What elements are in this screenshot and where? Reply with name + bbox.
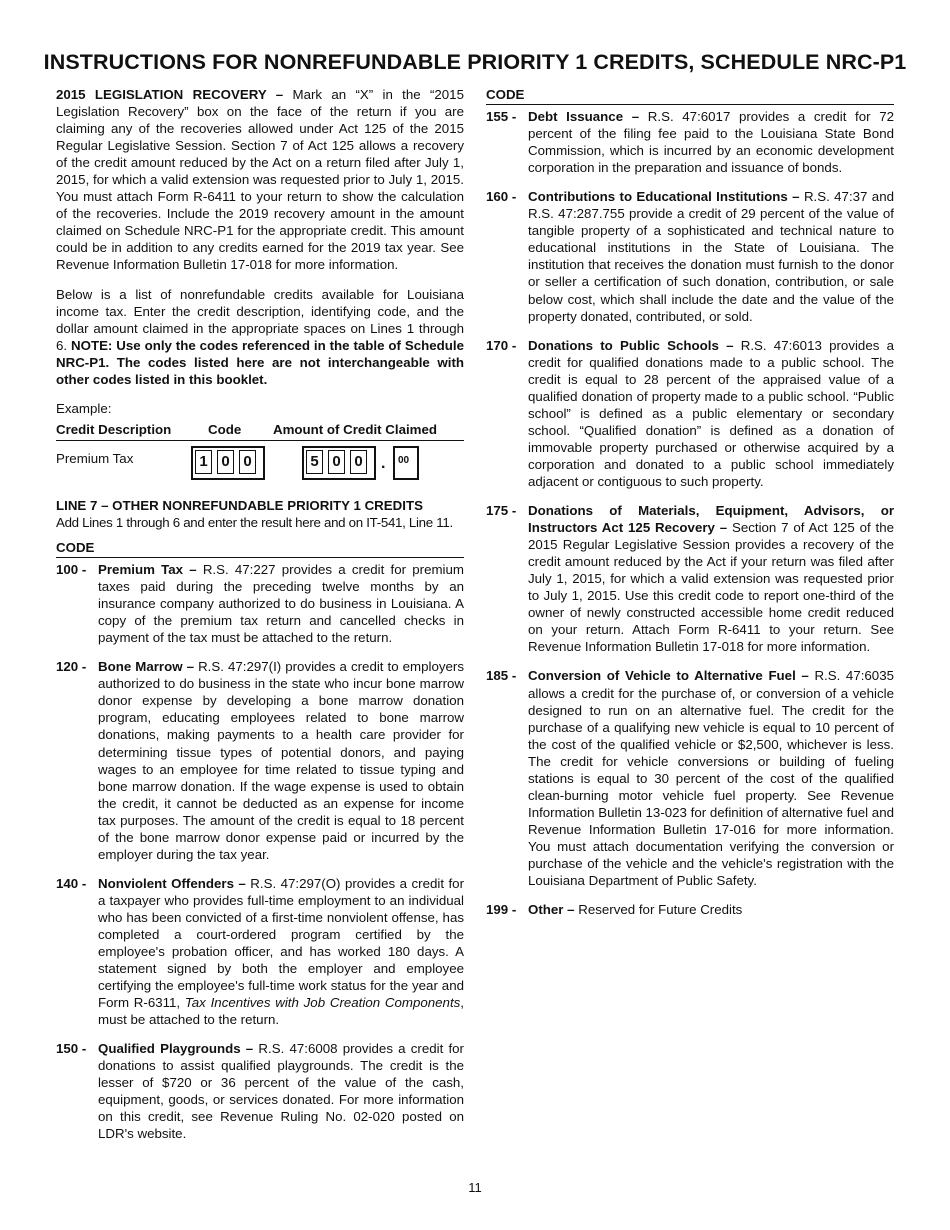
intro-note: NOTE: Use only the codes referenced in the table of Schedule NRC-P1. The codes listed here are not interchangeable with other codes listed in this booklet. [56,337,464,387]
code-item [486,188,894,324]
code-description [528,901,894,918]
code-text-italic: Tax Incentives with Job Creation Components [184,995,461,1011]
code-description [528,108,894,176]
code-text: Reserved for Future Credits [578,902,743,918]
code-digit-box: 1 [195,450,212,474]
code-title: Donations of Materials, Equipment, Advisors, or Instructors Act 125 Recovery – [528,503,894,536]
code-title: Bone Marrow – [98,659,195,675]
code-number: 120 - [56,659,87,675]
code-item [486,667,894,889]
code-item [486,337,894,490]
code-item [56,658,464,863]
code-item [56,561,464,646]
decimal-point: . [381,454,386,472]
example-row [56,441,464,481]
code-text: R.S. 47:37 and R.S. 47:287.755 provide a credit of 29 percent of the value of tangible property of a sophisticated and technical nature to educational institutions in the State of Louisiana. The institution that receives the donation must furnish to the donor or seller a certification of such donation, contribution, or sale below cost, which shall include the date and the value of the property donated, contributed, or sold. [528,189,894,324]
code-number: 150 - [56,1041,87,1057]
legislation-recovery-paragraph [56,86,464,274]
code-title: Contributions to Educational Institutions – [528,189,800,205]
code-number: 170 - [486,337,517,353]
code-item [486,901,894,918]
code-number: 160 - [486,189,517,205]
code-number: 185 - [486,668,517,684]
example-row-description: Premium Tax [56,450,134,466]
code-text: R.S. 47:6013 provides a credit for qualified donations made to a public school. The credit is equal to 28 percent of the appraised value of a qualified donation of property made to a public school. “Public school” is defined as a public elementary or secondary school. “Qualified donation” is defined as a donation of immovable property purchased or otherwise acquired by a corporation and donated to a public school immediately adjacent or contiguous to such property. [528,337,894,489]
cents-box: 00 [397,454,410,466]
code-number: 140 - [56,875,87,891]
code-title: Nonviolent Offenders – [98,875,246,891]
code-text: R.S. 47:6008 provides a credit for donations to assist qualified playgrounds. The credit is the lesser of $720 or 36 percent of the value of the cash, equipment, goods, or services donated. For more information on this credit, see Revenue Ruling No. 02-020 posted on LDR's website. [98,1041,464,1142]
code-number: 155 - [486,109,517,125]
code-item [486,108,894,176]
example-col-amount: Amount of Credit Claimed [273,421,437,437]
code-header-right: CODE [486,86,894,105]
example-cents-box [393,446,419,480]
code-description [98,875,464,1028]
code-description [528,188,894,324]
code-title: Premium Tax – [98,562,197,578]
code-digit-box: 0 [217,450,234,474]
code-number: 100 - [56,562,87,578]
right-column [486,86,894,930]
code-text: R.S. 47:6035 allows a credit for the purchase of, or conversion of a vehicle designed to run on an alternative fuel. The credit for the purchase of a qualifying new vehicle is equal to 10 percent of the cost of the qualified vehicle or $2,500, whichever is less. The credit for vehicle conversions or building of fueling stations is equal to 30 percent of the cost of the qualified clean-burning motor vehicle fuel property. See Revenue Information Bulletin 13-023 for definition of alternative fuel and Revenue Information Bulletin 17-016 for more information. You must attach documentation verifying the conversion or purchase of the vehicle and the vehicle's registration with the Louisiana Department of Public Safety. [528,668,894,889]
code-number: 175 - [486,503,517,519]
code-item [486,502,894,655]
code-header-left: CODE [56,539,464,558]
code-description [528,502,894,655]
legislation-recovery-heading: 2015 LEGISLATION RECOVERY – [56,87,284,102]
amount-digit-box: 0 [350,450,367,474]
code-description [528,667,894,889]
page-title: INSTRUCTIONS FOR NONREFUNDABLE PRIORITY 1 CREDITS, SCHEDULE NRC-P1 [43,50,907,74]
example-col-code: Code [208,421,242,437]
line7-text: Add Lines 1 through 6 and enter the result here and on IT-541, Line 11. [56,514,453,530]
code-text: Section 7 of Act 125 of the 2015 Regular Legislative Session provides a recovery of the credit amount reduced by the Act if your return was filed after July 1, 2015, for which a valid extension was requested prior to July 1, 2015. Use this credit code to report one-third of the owner of newly constructed accessible home credit reduced on your return. Attach Form R-6411 to your return. See Revenue Information Bulletin 17-018 for more information. [528,520,894,655]
code-description [98,561,464,646]
code-title: Qualified Playgrounds – [98,1041,254,1057]
code-text: R.S. 47:227 provides a credit for premium taxes paid during the preceding twelve months by an insurance company authorized to do business in Louisiana. A copy of the premium tax return and cancelled checks in payment of the tax must be attached to the return. [98,562,464,646]
code-title: Other – [528,902,575,918]
example-label: Example: [56,400,112,416]
left-column [56,86,464,1155]
code-description [528,337,894,490]
code-title: Debt Issuance – [528,109,640,125]
amount-digit-box: 0 [328,450,345,474]
intro-text: Below is a list of nonrefundable credits available for Louisiana income tax. Enter the credit description, identifying code, and the dollar amount claimed in the appropriate spaces on Lines 1 through 6. [56,286,464,353]
legislation-recovery-text: Mark an “X” in the “2015 Legislation Recovery” box on the face of the return if you are claiming any of the recoveries allowed under Act 125 of the 2015 Regular Legislative Session. Section 7 of Act 125 allows a recovery of the credit amount reduced by the Act on a return filed after July 1, 2015, for which a valid extension was requested prior to July 1, 2015. You must attach Form R-6411 to your return to show the calculation of the recoveries. Include the 2019 recovery amount in the amount claimed on Schedule NRC-P1 for the appropriate credit. This amount could be in addition to any credits earned for the 2019 tax year. See Revenue Information Bulletin 17-018 for more information. [56,87,464,273]
line7-heading: LINE 7 – OTHER NONREFUNDABLE PRIORITY 1 CREDITS [56,497,423,513]
code-text: R.S. 47:297(I) provides a credit to employers authorized to do business in the state who incur bone marrow donor expense by developing a bone marrow donation program, educating employees related to bone marrow donations, making payments to a health care provider for determining tissue types of potential donors, and paying wages to an employee for time related to tissue typing and bone marrow donation. If the wage expense is used to obtain the credit, it cannot be deducted as an expense for income tax purposes. The amount of the credit is equal to 18 percent of the bone marrow donor expense paid or incurred by the employer during the tax year. [98,659,464,862]
example-code-boxes [191,446,265,480]
code-title: Conversion of Vehicle to Alternative Fuel – [528,668,809,684]
code-title: Donations to Public Schools – [528,337,734,353]
example-table-header [56,421,464,441]
page-number: 11 [468,1180,482,1195]
intro-paragraph [56,286,464,388]
amount-digit-box: 5 [306,450,323,474]
code-text: R.S. 47:6017 provides a credit for 72 percent of the filing fee paid to the Louisiana State Bond Commission, which is incurred by an economic development corporation in the preparation and issuance of bonds. [528,109,894,176]
code-item [56,1040,464,1142]
example-col-description: Credit Description [56,421,172,437]
code-digit-box: 0 [239,450,256,474]
code-description [98,1040,464,1142]
code-text-after: , must be attached to the return. [98,995,464,1028]
code-number: 199 - [486,902,517,918]
code-description [98,658,464,863]
example-amount-boxes [302,446,376,480]
code-item [56,875,464,1028]
code-text: R.S. 47:297(O) provides a credit for a taxpayer who provides full-time employment to an individual who has been convicted of a first-time nonviolent offense, has completed a court-ordered program certified by the employee's probation officer, and has worked 180 days. A statement signed by both the employer and employee certifying the employee's full-time work status for the year and Form R-6311, [98,875,465,1011]
